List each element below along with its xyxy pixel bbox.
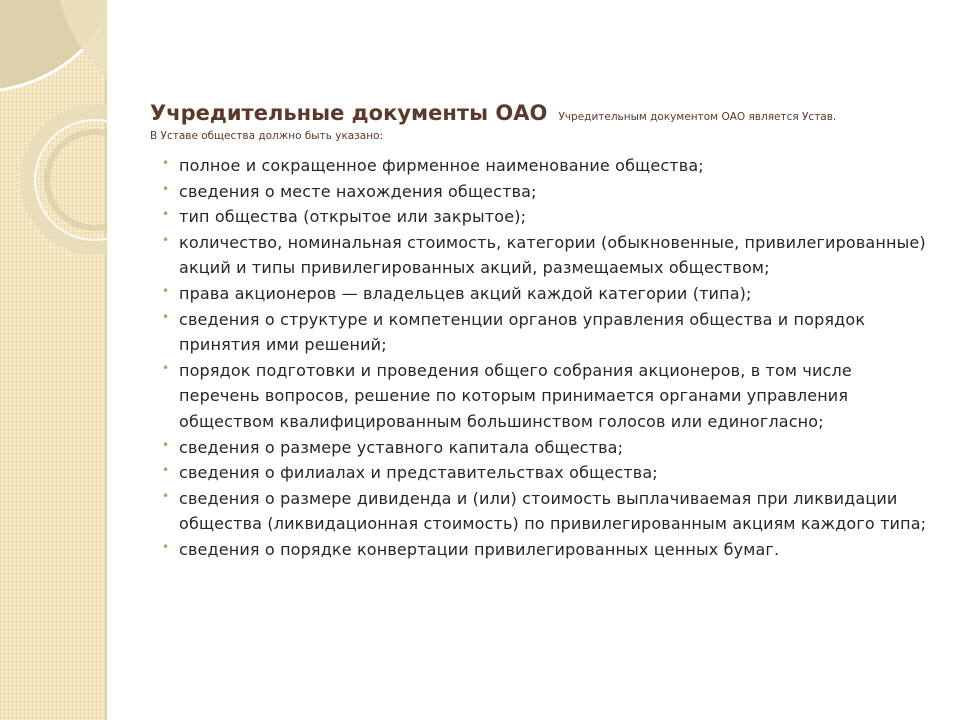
- decorative-circles-graphic: [0, 0, 107, 260]
- list-item: [162, 435, 930, 461]
- decorative-ring-inner: [47, 132, 107, 228]
- list-item-text: сведения о филиалах и представительствах общества;: [179, 463, 658, 483]
- list-item: [162, 537, 930, 563]
- list-item-text: количество, номинальная стоимость, категории (обыкновенные, привилегированные) акций и типы привилегированных акций, размещаемых обществом;: [179, 232, 926, 278]
- list-item-text: сведения о размере уставного капитала общества;: [179, 437, 624, 457]
- list-item-text: полное и сокращенное фирменное наименование общества;: [179, 156, 704, 175]
- bullet-icon: •: [162, 181, 170, 196]
- list-item: [162, 230, 930, 281]
- list-item: [162, 153, 930, 179]
- requirements-list: [150, 153, 930, 563]
- list-item-text: сведения о месте нахождения общества;: [179, 181, 537, 201]
- bullet-icon: •: [162, 488, 170, 503]
- list-item-text: порядок подготовки и проведения общего собрания акционеров, в том числе перечень вопросов, решение по которым принимается органами управления обществом квалифицированным большинством голосов или единогласно;: [179, 360, 852, 431]
- bullet-icon: •: [162, 283, 170, 298]
- bullet-icon: •: [162, 156, 170, 170]
- list-item: [162, 179, 930, 205]
- bullet-icon: •: [162, 309, 170, 324]
- bullet-icon: •: [162, 360, 170, 375]
- list-item-text: тип общества (открытое или закрытое);: [179, 207, 527, 227]
- content-area: [150, 98, 930, 563]
- slide-subtitle: В Уставе общества должно быть указано:: [150, 130, 384, 142]
- slide-title: Учредительные документы ОАО: [150, 101, 548, 125]
- list-item: [162, 281, 930, 307]
- list-item: [162, 358, 930, 435]
- list-item: [162, 307, 930, 358]
- list-item-text: права акционеров — владельцев акций каждой категории (типа);: [179, 283, 752, 303]
- title-line: [150, 98, 930, 132]
- bullet-icon: •: [162, 463, 170, 478]
- list-item: [162, 460, 930, 486]
- list-item: [162, 204, 930, 230]
- list-item-text: сведения о структуре и компетенции органов управления общества и порядок принятия ими решений;: [179, 309, 866, 355]
- bullet-icon: •: [162, 437, 170, 452]
- list-item: [162, 486, 930, 537]
- title-note: Учредительным документом ОАО является Устав.: [558, 111, 837, 123]
- list-item-text: сведения о порядке конвертации привилегированных ценных бумаг.: [179, 539, 780, 559]
- list-item-text: сведения о размере дивиденда и (или) стоимость выплачиваемая при ликвидации общества (ликвидационная стоимость) по привилегированным акциям каждого типа;: [179, 488, 927, 534]
- bullet-icon: •: [162, 539, 170, 554]
- bullet-icon: •: [162, 207, 170, 222]
- bullet-icon: •: [162, 232, 170, 247]
